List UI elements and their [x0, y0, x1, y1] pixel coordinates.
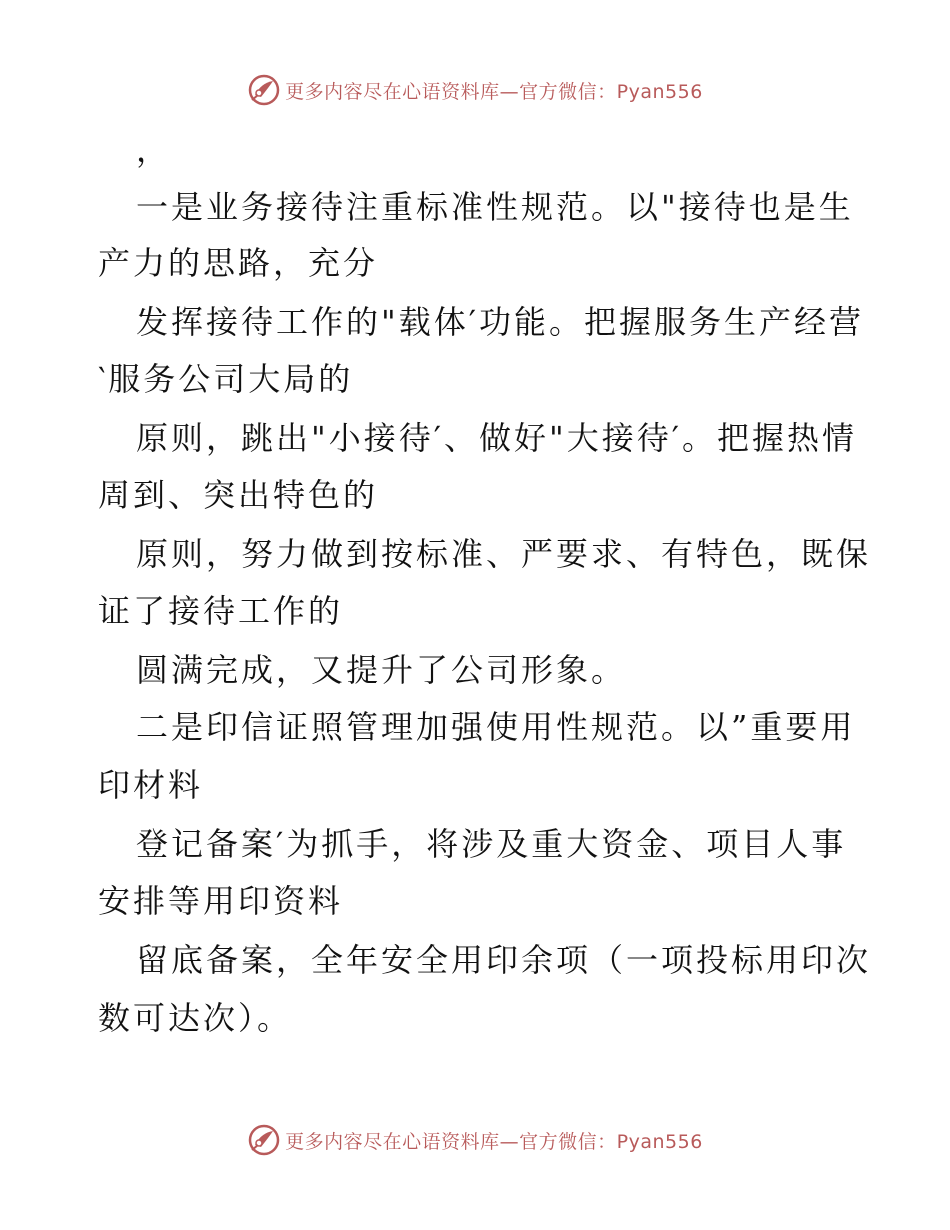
pen-logo-icon [247, 1123, 281, 1157]
document-line: 圆满完成，又提升了公司形象。 [136, 651, 627, 689]
document-line: 登记备案′为抓手，将涉及重大资金、项目人事 [136, 825, 847, 863]
document-line: 证了接待工作的 [98, 592, 344, 630]
footer-watermark-text: 更多内容尽在心语资料库—官方微信：Pyan556 [285, 1130, 703, 1153]
document-line: 留底备案，全年安全用印余项（一项投标用印次 [136, 941, 872, 979]
header-watermark-text: 更多内容尽在心语资料库—官方微信：Pyan556 [285, 80, 703, 103]
header-watermark [0, 70, 950, 110]
document-line: 数可达次）。 [98, 999, 293, 1037]
document-line: 产力的思路，充分 [98, 244, 379, 282]
document-line: 印材料 [98, 766, 204, 804]
document-line: ， [136, 131, 172, 169]
document-line: 一是业务接待注重标准性规范。以"接待也是生 [136, 188, 854, 226]
pen-logo-icon [247, 73, 281, 107]
document-line: ‵服务公司大局的 [98, 360, 354, 398]
document-line: 原则，跳出"小接待′、做好"大接待′。把握热情 [136, 419, 857, 457]
document-line: 原则，努力做到按标准、严要求、有特色，既保 [136, 535, 872, 573]
document-line: 安排等用印资料 [98, 882, 344, 920]
document-line: 二是印信证照管理加强使用性规范。以”重要用 [136, 708, 856, 746]
document-line: 周到、突出特色的 [98, 476, 379, 514]
footer-watermark [0, 1120, 950, 1160]
document-line: 发挥接待工作的"载体′功能。把握服务生产经营 [136, 303, 864, 341]
